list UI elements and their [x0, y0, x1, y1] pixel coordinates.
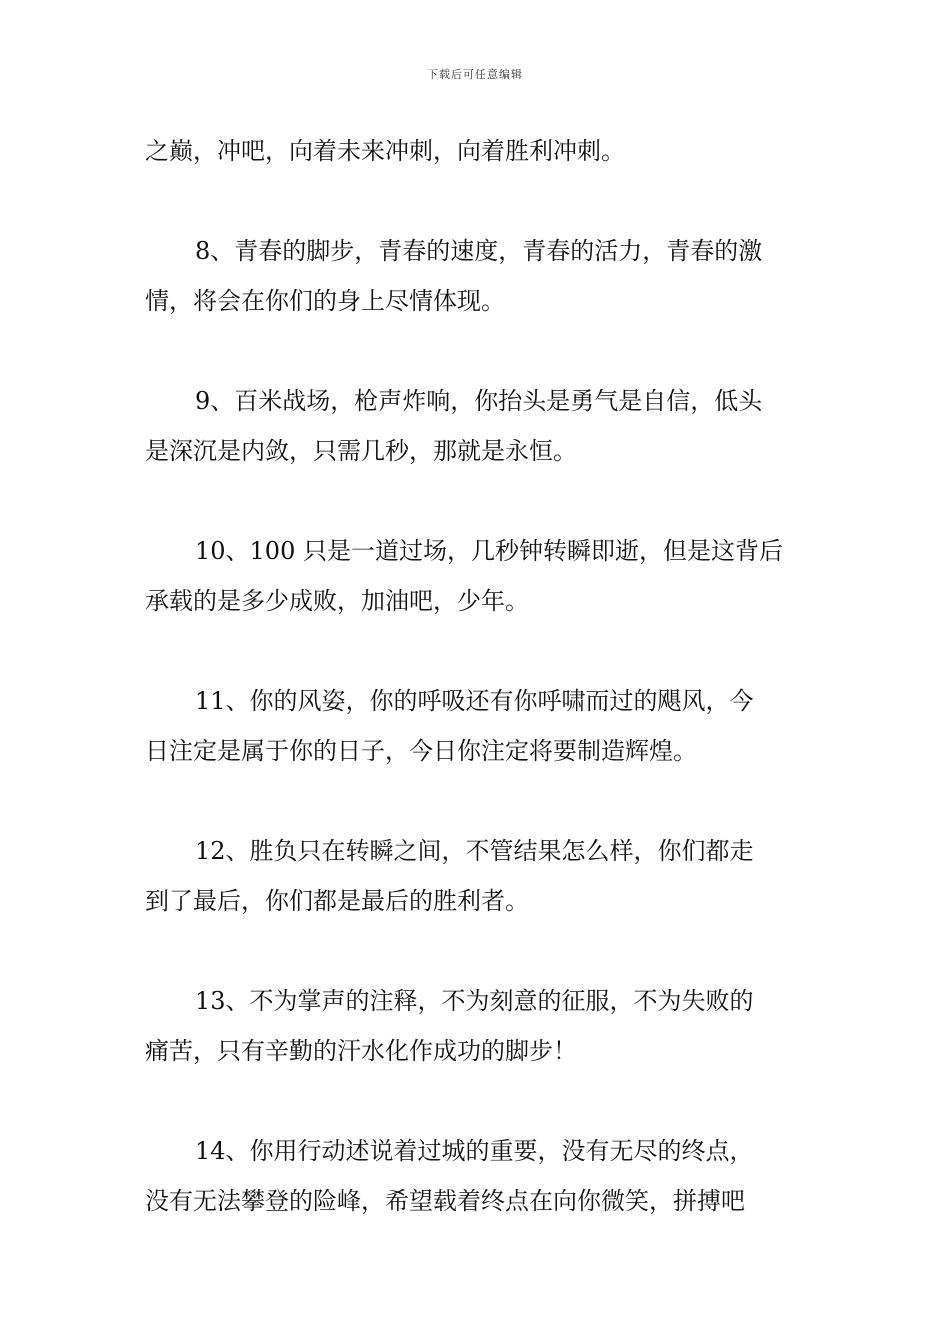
- paragraph-7-line-1: 没有无法攀登的险峰，希望载着终点在向你微笑，拼搏吧: [145, 1187, 745, 1215]
- paragraph-5-line-1: 到了最后，你们都是最后的胜利者。: [145, 887, 529, 915]
- paragraph-7-line-0: 14、你用行动述说着过城的重要，没有无尽的终点，: [195, 1137, 754, 1165]
- paragraph-2-line-0: 9、百米战场，枪声炸响，你抬头是勇气是自信，低头: [195, 387, 763, 415]
- paragraph-3-line-0: 10、100 只是一道过场，几秒钟转瞬即逝，但是这背后: [195, 537, 783, 565]
- paragraph-4-line-0: 11、你的风姿，你的呼吸还有你呼啸而过的飓风，今: [195, 687, 754, 715]
- document-body: [145, 126, 807, 1226]
- paragraph-1-line-1: 情，将会在你们的身上尽情体现。: [145, 287, 505, 315]
- page-header: 下载后可任意编辑: [427, 68, 523, 81]
- paragraph-0-line-0: 之巅，冲吧，向着未来冲刺，向着胜利冲刺。: [145, 137, 625, 165]
- paragraph-1-line-0: 8、青春的脚步，青春的速度，青春的活力，青春的激: [195, 237, 763, 265]
- paragraph-3-line-1: 承载的是多少成败，加油吧，少年。: [145, 587, 529, 615]
- paragraph-2-line-1: 是深沉是内敛，只需几秒，那就是永恒。: [145, 437, 577, 465]
- paragraph-6-line-1: 痛苦，只有辛勤的汗水化作成功的脚步！: [145, 1037, 577, 1065]
- paragraph-4-line-1: 日注定是属于你的日子，今日你注定将要制造辉煌。: [145, 737, 697, 765]
- paragraph-5-line-0: 12、胜负只在转瞬之间，不管结果怎么样，你们都走: [195, 837, 754, 865]
- paragraph-6-line-0: 13、不为掌声的注释，不为刻意的征服，不为失败的: [195, 987, 754, 1015]
